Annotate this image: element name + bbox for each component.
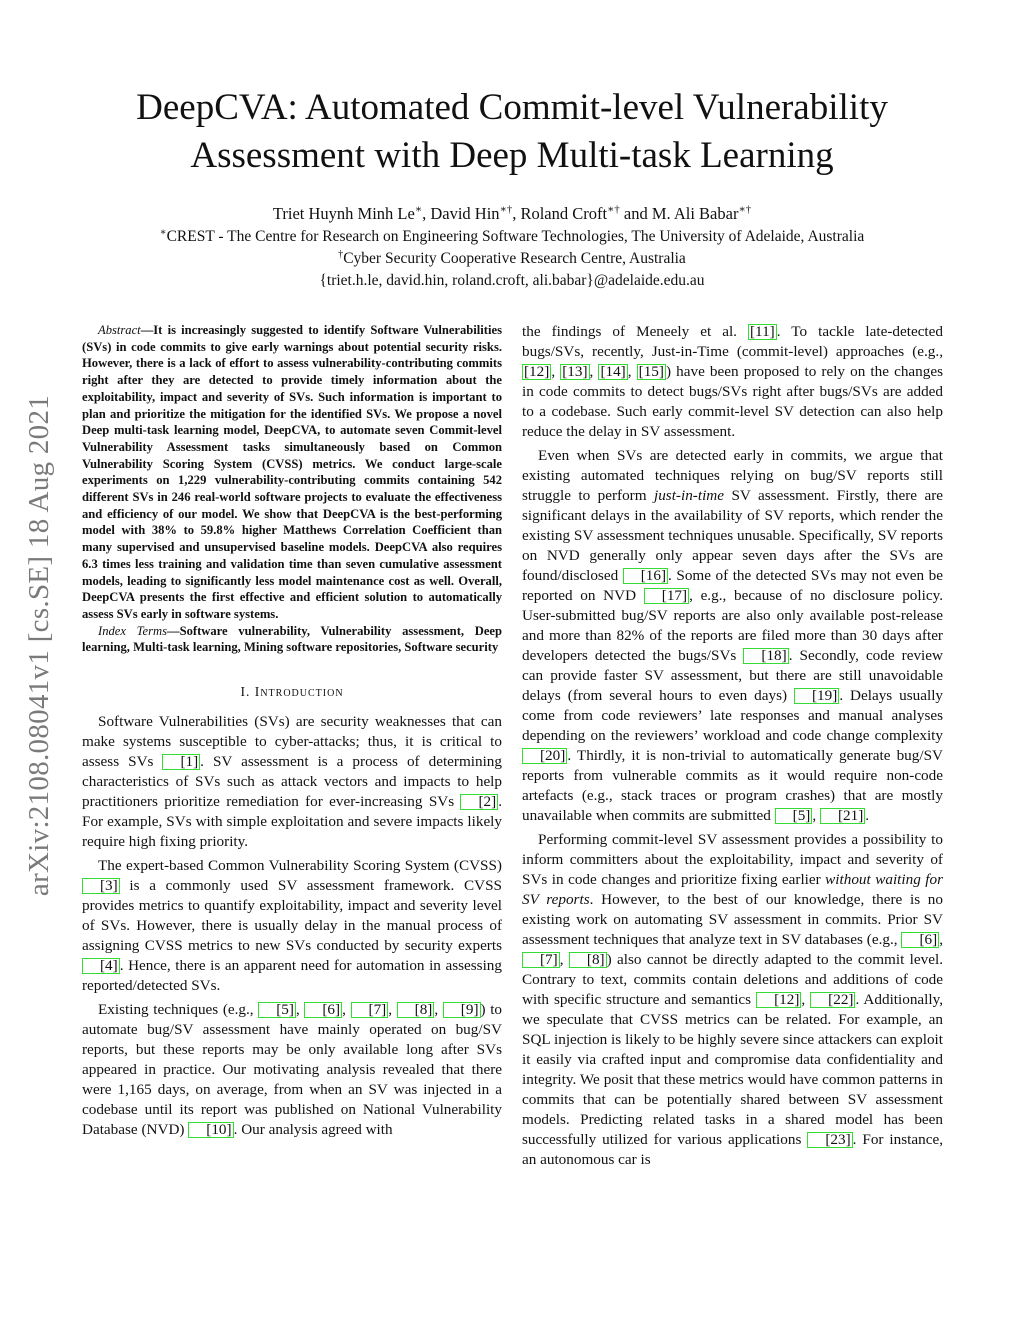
author-name: Triet Huynh Minh Le [272,204,415,223]
title-line-1: DeepCVA: Automated Commit-level Vulnerability [136,87,888,128]
paragraph: Even when SVs are detected early in commits, we argue that existing automated techniques relying on bug/SV reports still struggle to perform just-in-time SV assessment. Firstly, there are significant delays in the availability of SV reports, which render the existing SV assessment techniques unusable. Specifically, SV reports on NVD generally only appear seven days after the SVs are found/disclosed [16] . Some of the detected SVs may not even be reported on NVD [17] , e.g., because of no disclosure policy. User-submitted bug/SV reports are also only available post-release and more than 82% of the reports are filed more than 30 days after developers detected the bugs/SVs [18] . Secondly, code review can provide faster SV assessment, but there are still unavoidable delays (from several hours to even days) [19] . Delays usually come from code reviewers’ late responses and manual analyses depending on the reviewers’ workload and code change complexity [20] . Thirdly, it is non-trivial to automatically generate bug/SV reports from vulnerable commits as it would require non-code artefacts (e.g., stack traces or program crashes) that are mostly unavailable when commits are submitted [5] , [21] . [522,447,943,824]
citation-link[interactable]: [20] [522,748,567,764]
author-separator: , [512,204,521,223]
author-separator: , [422,204,431,223]
author-mark: ∗ [414,203,423,216]
citation-link[interactable]: [22] [810,992,855,1008]
citation-link[interactable]: [1] [162,754,200,770]
citation-link[interactable]: [23] [807,1132,852,1148]
author-block [60,202,964,292]
citation-link[interactable]: [6] [901,932,939,948]
citation-link[interactable]: [4] [82,958,120,974]
citation-link[interactable]: [5] [775,808,813,824]
author-name: M. Ali Babar [651,204,739,223]
citation-link[interactable]: [2] [460,794,498,810]
index-terms-label: Index Terms [98,623,167,638]
section-title: Introduction [254,684,344,700]
citation-link[interactable]: [11] [750,323,775,340]
affiliation-mark: † [338,248,344,260]
left-column [82,322,502,1212]
affiliation-crest [60,226,964,248]
author-separator: and [619,204,652,223]
author-name: David Hin [430,204,500,223]
citation-link[interactable]: [15] [638,363,664,380]
emphasis: without waiting for SV reports [522,871,943,908]
paragraph: Existing techniques (e.g., [5] , [6] , [7] , [8] , [9] ) to automate bug/SV assessment have mainly operated on bug/SV reports, but these reports may be only available long after SVs appeared in practice. Our motivating analysis revealed that there were 1,165 days, on average, from when an SV was injected in a codebase until its report was published on National Vulnerability Database (NVD) [10] . Our analysis agreed with [82,1001,502,1139]
affiliation-cyber [60,248,964,270]
citation-link[interactable]: [13] [562,363,588,380]
paragraph: Software Vulnerabilities (SVs) are security weaknesses that can make systems susceptible to cyber-attacks; thus, it is critical to assess SVs [1] . SV assessment is a process of determining characteristics of SVs such as attack vectors and impacts to help practitioners prioritize remediation for ever-increasing SVs [2] . For example, SVs with simple exploitation and severe impacts likely require high fixing priority. [82,713,502,851]
abstract-text: —It is increasingly suggested to identify Software Vulnerabilities (SVs) in code commits to give early warnings about potential security risks. However, there is a lack of effort to assess vulnerability-contributing commits right after they are detected to provide timely information about the exploitability, impact and severity of SVs. Such information is important to plan and prioritize the mitigation for the identified SVs. We propose a novel Deep multi-task learning model, DeepCVA, to automate seven Commit-level Vulnerability Assessment tasks simultaneously based on Common Vulnerability Scoring System (CVSS) metrics. We conduct large-scale experiments on 1,229 vulnerability-contributing commits containing 542 different SVs in 246 real-world software projects to evaluate the effectiveness and efficiency of our model. We show that DeepCVA is the best-performing model with 38% to 59.8% higher Matthews Correlation Coefficient than many supervised and unsupervised baseline models. DeepCVA also requires 6.3 times less training and validation time than seven cumulative assessment models, leading to significantly less model maintenance cost as well. Overall, DeepCVA presents the first effective and efficient solution to automatically assess SVs early in software systems. [82,323,502,621]
citation-link[interactable]: [7] [351,1002,389,1018]
author-mark: ∗† [738,203,752,216]
citation-link[interactable]: [12] [524,363,550,380]
citation-link[interactable]: [8] [397,1002,435,1018]
affiliation-mark: ∗ [159,226,167,238]
abstract [82,322,502,623]
section-number: I. [240,684,251,700]
citation-link[interactable]: [6] [304,1002,342,1018]
affiliation-text: CREST - The Centre for Research on Engineering Software Technologies, The University of Adelaide, Australia [166,228,865,245]
citation-link[interactable]: [7] [522,952,560,968]
citation-link[interactable]: [5] [258,1002,296,1018]
arxiv-identifier-stamp [10,355,70,935]
citation-link[interactable]: [9] [443,1002,481,1018]
author-mark: ∗† [499,203,513,216]
title-line-2: Assessment with Deep Multi-task Learning [190,135,834,176]
abstract-label: Abstract [98,323,141,337]
citation-link[interactable]: [12] [756,992,801,1008]
paragraph: the findings of Meneely et al. [11] . To tackle late-detected bugs/SVs, recently, Just-in-Time (commit-level) approaches (e.g., [12] , [13] , [14] , [15] ) have been proposed to rely on the changes in code commits to detect bugs/SVs right after bugs/SVs are added to a codebase. Such early commit-level SV detection can also help reduce the delay in SV assessment. [522,323,943,440]
citation-link[interactable]: [3] [82,878,120,894]
affiliation-text: Cyber Security Cooperative Research Centre, Australia [343,250,686,267]
citation-link[interactable]: [18] [743,648,788,664]
citation-link[interactable]: [21] [820,808,865,824]
citation-link[interactable]: [10] [188,1122,233,1138]
paragraph: The expert-based Common Vulnerability Scoring System (CVSS) [3] is a commonly used SV assessment framework. CVSS provides metrics to quantify exploitability, impact and severity level of SVs. However, there is usually delay in the manual process of assigning CVSS metrics to new SVs conducted by security experts [4] . Hence, there is an apparent need for automation in assessing reported/detected SVs. [82,857,502,995]
citation-link[interactable]: [16] [623,568,668,584]
citation-link[interactable]: [17] [644,588,689,604]
arxiv-id-text: arXiv:2108.08041v1 [cs.SE] 18 Aug 2021 [23,394,56,896]
author-emails: {triet.h.le, david.hin, roland.croft, ali.babar}@adelaide.edu.au [319,272,705,289]
citation-link[interactable]: [14] [600,363,626,380]
emphasis: just-in-time [653,487,725,504]
paragraph: Performing commit-level SV assessment provides a possibility to inform committers about the exploitability, impact and severity of SVs in code changes and prioritize fixing earlier without waiting for SV reports. However, to the best of our knowledge, there is no existing work on automating SV assessment in commits. Prior SV assessment techniques that analyze text in SV databases (e.g., [6] , [7] , [8] ) also cannot be directly adapted to the commit level. Contrary to text, commits contain deletions and additions of code with specific structure and semantics [12] , [22] . Additionally, we speculate that CVSS metrics can be related. For example, an SQL injection is likely to be highly severe since attackers can exploit it easily via crafted input and compromise data confidentiality and integrity. We posit that these metrics would have common patterns in commits that can be potentially shared between SV assessment models. Predicting related tasks in a shared model has been successfully utilized for various applications [23] . For instance, an autonomous car is [522,831,943,1168]
author-list [60,202,964,226]
author-name: Roland Croft [520,204,608,223]
citation-link[interactable]: [8] [569,952,607,968]
paper-title [60,84,964,180]
section-heading-introduction [82,684,502,700]
right-column [522,322,943,1212]
index-terms-text: —Software vulnerability, Vulnerability assessment, Deep learning, Multi-task learning, Mining software repositories, Software security [82,623,502,655]
index-terms [82,623,502,656]
author-mark: ∗† [607,203,620,216]
citation-link[interactable]: [19] [794,688,839,704]
